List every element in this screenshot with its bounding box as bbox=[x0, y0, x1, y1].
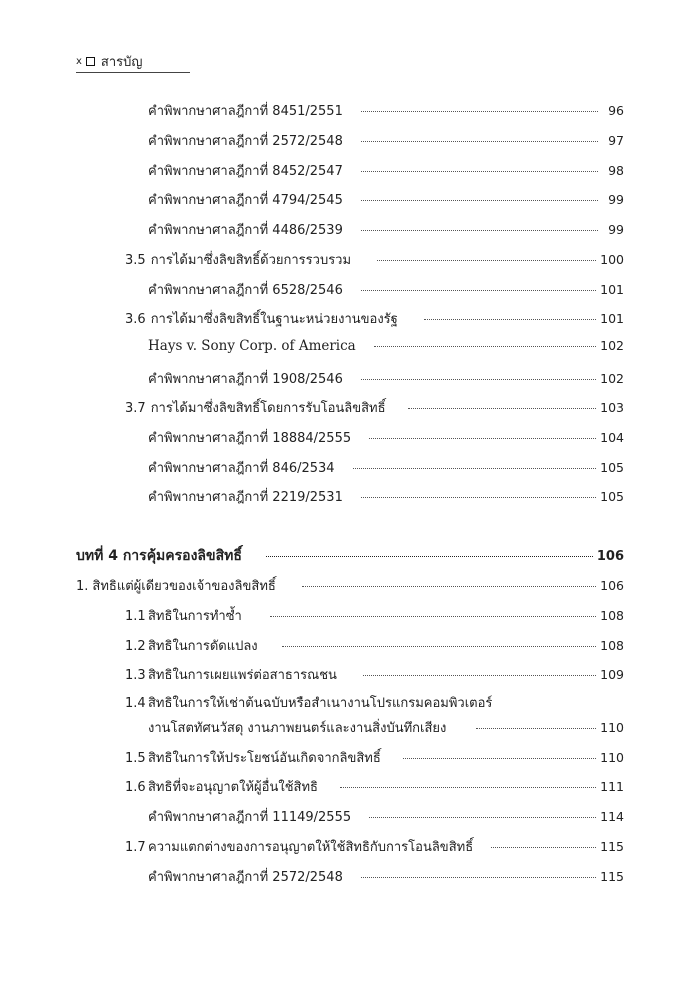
toc-entry[interactable]: คำพิพากษาศาลฎีกาที่ 1908/2546 102 bbox=[148, 371, 624, 387]
section-number: 1.2 bbox=[125, 639, 146, 654]
dot-leader bbox=[361, 111, 598, 112]
running-header bbox=[76, 50, 190, 73]
toc-entry[interactable]: คำพิพากษาศาลฎีกาที่ 8451/2551 96 bbox=[148, 103, 624, 119]
section-number: 1. bbox=[76, 579, 89, 594]
section-number: 1.5 bbox=[125, 751, 146, 766]
toc-subsection-entry[interactable]: 1.2 สิทธิในการดัดแปลง 108 bbox=[125, 638, 624, 654]
toc-subsection-entry[interactable]: 1.1 สิทธิในการทำซ้ำ 108 bbox=[125, 608, 624, 624]
toc-section-entry[interactable]: 3.5 การได้มาซึ่งลิขสิทธิ์ด้วยการรวบรวม 100 bbox=[125, 252, 624, 268]
toc-subsection-entry[interactable]: 1.5 สิทธิในการให้ประโยชน์อันเกิดจากลิขสิทธิ์ 110 bbox=[125, 750, 624, 766]
page-number: 98 bbox=[608, 163, 624, 178]
page-number: 111 bbox=[600, 779, 624, 794]
dot-leader bbox=[282, 646, 596, 647]
dot-leader bbox=[361, 877, 596, 878]
toc-entry[interactable]: คำพิพากษาศาลฎีกาที่ 18884/2555 104 bbox=[148, 430, 624, 446]
page-number: 102 bbox=[600, 371, 624, 386]
dot-leader bbox=[302, 586, 596, 587]
section-number: 1.1 bbox=[125, 609, 146, 624]
dot-leader bbox=[369, 817, 596, 818]
chapter-title: บทที่ 4 การคุ้มครองลิขสิทธิ์ bbox=[76, 548, 242, 564]
section-number: 1.3 bbox=[125, 668, 146, 683]
section-number: 1.7 bbox=[125, 840, 146, 855]
page-number: 101 bbox=[600, 282, 624, 297]
page-number: 110 bbox=[600, 750, 624, 765]
page-number: 108 bbox=[600, 638, 624, 653]
toc-section-entry[interactable]: 3.7 การได้มาซึ่งลิขสิทธิ์โดยการรับโอนลิขสิทธิ์ 103 bbox=[125, 400, 624, 416]
page-number: 109 bbox=[600, 667, 624, 682]
square-box-icon bbox=[86, 57, 95, 66]
dot-leader bbox=[377, 260, 596, 261]
dot-leader bbox=[270, 616, 596, 617]
dot-leader bbox=[361, 141, 598, 142]
dot-leader bbox=[363, 675, 596, 676]
dot-leader bbox=[266, 556, 593, 557]
dot-leader bbox=[369, 438, 596, 439]
page-number: 99 bbox=[608, 192, 624, 207]
dot-leader bbox=[353, 468, 597, 469]
dot-leader bbox=[361, 290, 596, 291]
dot-leader bbox=[476, 728, 596, 729]
page-number: 99 bbox=[608, 222, 624, 237]
dot-leader bbox=[361, 230, 598, 231]
section-number: 3.5 bbox=[125, 253, 146, 268]
page-number: 100 bbox=[600, 252, 624, 267]
page-number: 106 bbox=[596, 549, 624, 564]
toc-subsection-continuation[interactable]: งานโสตทัศนวัสดุ งานภาพยนตร์และงานสิ่งบันทึกเสียง 110 bbox=[148, 720, 624, 736]
toc-entry[interactable]: คำพิพากษาศาลฎีกาที่ 846/2534 105 bbox=[148, 460, 624, 476]
dot-leader bbox=[340, 787, 596, 788]
toc-entry[interactable]: คำพิพากษาศาลฎีกาที่ 4486/2539 99 bbox=[148, 222, 624, 238]
toc-section-entry[interactable]: 1. สิทธิแต่ผู้เดียวของเจ้าของลิขสิทธิ์ 106 bbox=[76, 578, 624, 594]
toc-entry[interactable]: คำพิพากษาศาลฎีกาที่ 11149/2555 114 bbox=[148, 809, 624, 825]
dot-leader bbox=[361, 497, 596, 498]
dot-leader bbox=[403, 758, 596, 759]
page-number: 102 bbox=[600, 338, 624, 353]
section-number: 3.7 bbox=[125, 401, 146, 416]
toc-entry[interactable]: คำพิพากษาศาลฎีกาที่ 6528/2546 101 bbox=[148, 282, 624, 298]
toc-subsection-entry[interactable]: 1.3 สิทธิในการเผยแพร่ต่อสาธารณชน 109 bbox=[125, 667, 624, 683]
dot-leader bbox=[361, 171, 598, 172]
page-number: 101 bbox=[600, 311, 624, 326]
page-number: 106 bbox=[600, 578, 624, 593]
page-number: 96 bbox=[608, 103, 624, 118]
header-title: สารบัญ bbox=[100, 54, 143, 70]
toc-entry[interactable]: Hays v. Sony Corp. of America 102 bbox=[148, 338, 624, 354]
toc-subsection-entry[interactable]: 1.6 สิทธิที่จะอนุญาตให้ผู้อื่นใช้สิทธิ 111 bbox=[125, 779, 624, 795]
section-number: 1.4 bbox=[125, 696, 146, 711]
toc-entry[interactable]: คำพิพากษาศาลฎีกาที่ 2219/2531 105 bbox=[148, 489, 624, 505]
page-number: 115 bbox=[600, 869, 624, 884]
page-number: 97 bbox=[608, 133, 624, 148]
dot-leader bbox=[424, 319, 596, 320]
toc-entry[interactable]: คำพิพากษาศาลฎีกาที่ 2572/2548 115 bbox=[148, 869, 624, 885]
dot-leader bbox=[374, 346, 596, 347]
toc-section-entry[interactable]: 3.6 การได้มาซึ่งลิขสิทธิ์ในฐานะหน่วยงานของรัฐ 101 bbox=[125, 311, 624, 327]
section-number: 1.6 bbox=[125, 780, 146, 795]
dot-leader bbox=[361, 379, 596, 380]
dot-leader bbox=[491, 847, 596, 848]
section-number: 3.6 bbox=[125, 312, 146, 327]
dot-leader bbox=[361, 200, 598, 201]
toc-subsection-entry[interactable]: 1.4 สิทธิในการให้เช่าต้นฉบับหรือสำเนางานโปรแกรมคอมพิวเตอร์ bbox=[125, 696, 493, 711]
page-number: 105 bbox=[600, 460, 624, 475]
toc-entry[interactable]: คำพิพากษาศาลฎีกาที่ 2572/2548 97 bbox=[148, 133, 624, 149]
page-number: 105 bbox=[600, 489, 624, 504]
page-number: 114 bbox=[600, 809, 624, 824]
page-number: 104 bbox=[600, 430, 624, 445]
page-number: 108 bbox=[600, 608, 624, 623]
toc-chapter-entry[interactable] bbox=[76, 545, 624, 567]
toc-subsection-entry[interactable]: 1.7 ความแตกต่างของการอนุญาตให้ใช้สิทธิกับการโอนลิขสิทธิ์ 115 bbox=[125, 839, 624, 855]
dot-leader bbox=[408, 408, 597, 409]
toc-entry[interactable]: คำพิพากษาศาลฎีกาที่ 4794/2545 99 bbox=[148, 192, 624, 208]
page-marker: x bbox=[76, 55, 82, 67]
toc-entry[interactable]: คำพิพากษาศาลฎีกาที่ 8452/2547 98 bbox=[148, 163, 624, 179]
page-number: 103 bbox=[600, 400, 624, 415]
page-number: 115 bbox=[600, 839, 624, 854]
page-number: 110 bbox=[600, 720, 624, 735]
